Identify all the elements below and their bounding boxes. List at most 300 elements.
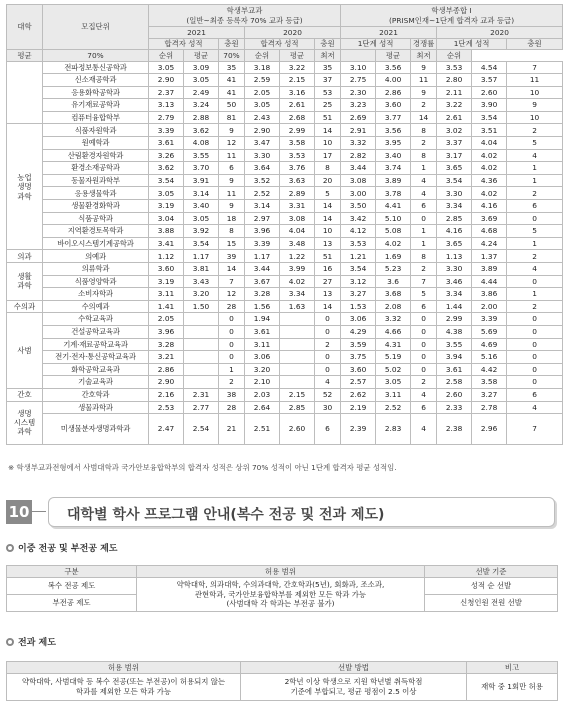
unit-name: 식품자원학과 (43, 124, 149, 137)
unit-name: 바이오시스템기계공학과 (43, 237, 149, 250)
value-cell: 3.44 (245, 263, 280, 276)
value-cell: 2 (507, 300, 563, 313)
value-cell: 14 (315, 300, 341, 313)
value-cell: 5.69 (472, 325, 507, 338)
header-pass-grade: 합격자 성적 (149, 38, 219, 50)
value-cell: 3.78 (376, 187, 411, 200)
college-name: 과학 (17, 281, 32, 291)
value-cell: 3.54 (184, 237, 219, 250)
value-cell (280, 313, 315, 326)
value-cell: 4.41 (376, 200, 411, 213)
table-row (7, 401, 563, 414)
value-cell: 4 (507, 263, 563, 276)
circle-bullet-icon (6, 638, 14, 646)
table-row (7, 313, 563, 326)
unit-name: 수의예과 (43, 300, 149, 313)
value-cell: 4 (507, 149, 563, 162)
value-cell: 4.36 (472, 174, 507, 187)
table-row (7, 86, 563, 99)
college-name: 생명 (17, 408, 32, 418)
value-cell: 4 (411, 388, 437, 401)
value-cell: 2 (411, 99, 437, 112)
value-cell: 3.91 (184, 174, 219, 187)
value-cell: 6 (411, 300, 437, 313)
value-cell: 5.16 (472, 351, 507, 364)
value-cell: 37 (315, 74, 341, 87)
value-cell: 2.75 (341, 74, 376, 87)
value-cell: 2 (411, 137, 437, 150)
value-cell (184, 351, 219, 364)
value-cell: 11 (507, 74, 563, 87)
header-stage1-grade: 1단계 성적 (437, 38, 507, 50)
double-major-heading (6, 541, 117, 554)
value-cell: 10 (507, 86, 563, 99)
value-cell: 3.27 (341, 288, 376, 301)
table-row (7, 124, 563, 137)
value-cell: 3.96 (149, 325, 184, 338)
table-row (7, 250, 563, 263)
value-cell: 7 (507, 61, 563, 74)
dm-header-kind: 구분 (7, 566, 137, 578)
value-cell: 1 (507, 288, 563, 301)
value-cell: 0 (411, 325, 437, 338)
value-cell: 9 (219, 174, 245, 187)
value-cell: 6 (219, 162, 245, 175)
value-cell: 2.00 (472, 300, 507, 313)
value-cell (184, 338, 219, 351)
header-comprehensive-group: 학생부종합 I (PRISM인재~1단계 합격자 교과 등급) (341, 5, 563, 27)
table-row (7, 137, 563, 150)
header-blank (341, 50, 376, 62)
value-cell: 3.48 (280, 237, 315, 250)
value-cell: 4.54 (472, 61, 507, 74)
value-cell: 4.31 (376, 338, 411, 351)
value-cell: 3.95 (376, 137, 411, 150)
value-cell: 13 (315, 288, 341, 301)
college-name: 생활 (17, 272, 32, 282)
table-row (7, 99, 563, 112)
value-cell: 3.14 (245, 200, 280, 213)
value-cell: 14 (411, 111, 437, 124)
value-cell: 4 (411, 414, 437, 445)
value-cell: 35 (219, 61, 245, 74)
value-cell: 8 (219, 225, 245, 238)
header-year: 2021 (149, 27, 245, 39)
value-cell: 0 (507, 275, 563, 288)
value-cell: 4.12 (341, 225, 376, 238)
value-cell: 3.55 (437, 338, 472, 351)
unit-name: 간호학과 (43, 388, 149, 401)
value-cell: 6 (507, 388, 563, 401)
unit-name: 식품공학과 (43, 212, 149, 225)
value-cell: 3.96 (245, 225, 280, 238)
value-cell: 14 (315, 124, 341, 137)
value-cell: 2.57 (341, 376, 376, 389)
value-cell: 3.06 (341, 313, 376, 326)
value-cell: 0 (507, 313, 563, 326)
value-cell: 4 (411, 174, 437, 187)
value-cell: 2.39 (341, 414, 376, 445)
value-cell: 3.37 (437, 137, 472, 150)
value-cell: 4.16 (472, 200, 507, 213)
value-cell: 3.23 (341, 99, 376, 112)
value-cell (184, 376, 219, 389)
value-cell: 3.60 (149, 263, 184, 276)
value-cell: 2.64 (245, 401, 280, 414)
value-cell: 3.64 (245, 162, 280, 175)
college-name: 수의과 (13, 301, 36, 311)
value-cell: 2.85 (437, 212, 472, 225)
value-cell: 3.10 (341, 61, 376, 74)
value-cell: 1 (507, 174, 563, 187)
header-rank: 충원 (219, 38, 245, 50)
college-cell (7, 401, 43, 445)
header-rank: 충원 (315, 38, 341, 50)
value-cell: 1.22 (280, 250, 315, 263)
college-name: 과학 (17, 427, 32, 437)
value-cell: 4.29 (341, 325, 376, 338)
value-cell: 2.78 (472, 401, 507, 414)
value-cell: 3.41 (149, 237, 184, 250)
value-cell (280, 351, 315, 364)
dm-criteria-double: 성적 순 선발 (425, 578, 558, 595)
value-cell: 3.11 (376, 388, 411, 401)
value-cell (280, 363, 315, 376)
value-cell: 4 (411, 187, 437, 200)
value-cell: 3.19 (149, 275, 184, 288)
table-row (7, 149, 563, 162)
value-cell (184, 363, 219, 376)
value-cell: 5.02 (376, 363, 411, 376)
unit-name: 생물환경화학과 (43, 200, 149, 213)
unit-name: 신소재공학과 (43, 74, 149, 87)
table-row (7, 162, 563, 175)
value-cell: 2.30 (341, 86, 376, 99)
value-cell: 0 (411, 351, 437, 364)
value-cell (280, 325, 315, 338)
value-cell: 3.53 (341, 237, 376, 250)
value-cell: 2.43 (245, 111, 280, 124)
value-cell: 0 (507, 212, 563, 225)
value-cell: 0 (411, 363, 437, 376)
value-cell: 3.54 (341, 263, 376, 276)
banner-box (48, 497, 555, 527)
table-row (7, 300, 563, 313)
unit-name: 미생물분자생명과학과 (43, 414, 149, 445)
value-cell (184, 313, 219, 326)
value-cell: 2.99 (280, 124, 315, 137)
table-row (7, 388, 563, 401)
value-cell: 35 (315, 61, 341, 74)
value-cell: 3.32 (341, 137, 376, 150)
value-cell: 20 (315, 174, 341, 187)
value-cell: 3.13 (149, 99, 184, 112)
value-cell: 3.08 (341, 174, 376, 187)
value-cell: 6 (507, 200, 563, 213)
value-cell: 14 (315, 200, 341, 213)
value-cell: 8 (411, 124, 437, 137)
admission-results-table (6, 4, 563, 445)
value-cell: 2.62 (341, 388, 376, 401)
value-cell: 2.53 (149, 401, 184, 414)
value-cell: 14 (315, 212, 341, 225)
value-cell: 3.11 (245, 338, 280, 351)
value-cell: 3.20 (184, 288, 219, 301)
value-cell: 9 (411, 61, 437, 74)
value-cell: 4.66 (376, 325, 411, 338)
value-cell: 0 (219, 313, 245, 326)
value-cell: 3.61 (437, 363, 472, 376)
unit-name: 응용생물학과 (43, 187, 149, 200)
value-cell: 3.02 (437, 124, 472, 137)
value-cell: 3.75 (341, 351, 376, 364)
section-number: 10 (6, 500, 32, 524)
college-name: 과학 (17, 191, 32, 201)
value-cell: 1.63 (280, 300, 315, 313)
dm-kind-double: 복수 전공 제도 (7, 578, 137, 595)
value-cell: 3.62 (149, 162, 184, 175)
value-cell: 3.63 (280, 174, 315, 187)
value-cell: 3.28 (245, 288, 280, 301)
value-cell: 3.05 (376, 376, 411, 389)
value-cell: 1.56 (245, 300, 280, 313)
value-cell: 2.89 (280, 187, 315, 200)
value-cell: 2 (315, 338, 341, 351)
table-row (7, 212, 563, 225)
header-subject-group: 학생부교과 (일반~최종 등록자 70% 교과 등급) (149, 5, 341, 27)
value-cell: 13 (315, 237, 341, 250)
college-name: 간호 (17, 390, 32, 400)
value-cell: 3.31 (280, 200, 315, 213)
value-cell: 5.10 (376, 212, 411, 225)
value-cell: 3.69 (472, 212, 507, 225)
value-cell: 3.54 (149, 174, 184, 187)
value-cell: 0 (411, 212, 437, 225)
value-cell: 4.16 (437, 225, 472, 238)
table-row (7, 237, 563, 250)
value-cell: 52 (315, 388, 341, 401)
value-cell: 2.99 (437, 313, 472, 326)
header-max: 최저 (315, 50, 341, 62)
value-cell: 9 (219, 200, 245, 213)
value-cell: 3.27 (472, 388, 507, 401)
unit-name: 동물자원과학부 (43, 174, 149, 187)
unit-name: 생물과학과 (43, 401, 149, 414)
tr-range: 약학대학, 사범대학 등 복수 전공(또는 부전공)이 허용되지 않는 학과를 제외한 모든 학과 가능 (7, 674, 241, 701)
college-cell (7, 124, 43, 250)
value-cell: 2.86 (149, 363, 184, 376)
value-cell: 28 (219, 300, 245, 313)
table-row (7, 225, 563, 238)
value-cell: 5 (507, 137, 563, 150)
unit-name: 기계·재료공학교육과 (43, 338, 149, 351)
value-cell: 5 (411, 288, 437, 301)
value-cell: 4.44 (472, 275, 507, 288)
value-cell: 3.53 (437, 61, 472, 74)
value-cell (184, 325, 219, 338)
value-cell: 2.96 (472, 414, 507, 445)
value-cell: 9 (411, 86, 437, 99)
header-year: 2020 (245, 27, 341, 39)
value-cell: 3.22 (280, 61, 315, 74)
value-cell: 3.58 (472, 376, 507, 389)
value-cell: 11 (411, 74, 437, 87)
unit-name: 기술교육과 (43, 376, 149, 389)
table-row (7, 263, 563, 276)
value-cell: 2 (219, 376, 245, 389)
value-cell: 3.51 (472, 124, 507, 137)
value-cell: 2.90 (149, 74, 184, 87)
value-cell: 3.53 (280, 149, 315, 162)
value-cell: 3.05 (245, 99, 280, 112)
dm-range: 약학대학, 의과대학, 수의과대학, 간호학과(5년), 회화과, 조소과, 관현학과, 국가안보융합학부를 제외한 모든 학과 가능 (사범대학 각 학과는 부전공 불가) (137, 578, 425, 612)
value-cell: 2.60 (437, 388, 472, 401)
value-cell: 3.47 (245, 137, 280, 150)
college-name: 농업 (17, 173, 32, 183)
value-cell: 16 (315, 263, 341, 276)
table-row (7, 363, 563, 376)
value-cell: 3.54 (472, 111, 507, 124)
value-cell: 8 (315, 162, 341, 175)
value-cell: 3.05 (184, 74, 219, 87)
value-cell: 2.10 (245, 376, 280, 389)
header-rank: 충원 (507, 38, 563, 50)
value-cell: 3.20 (245, 363, 280, 376)
value-cell: 5 (315, 187, 341, 200)
value-cell: 27 (315, 275, 341, 288)
value-cell: 2.86 (376, 86, 411, 99)
value-cell: 3.39 (472, 313, 507, 326)
value-cell: 2.33 (437, 401, 472, 414)
double-major-table (6, 565, 558, 612)
value-cell: 2.03 (245, 388, 280, 401)
value-cell: 2.59 (245, 74, 280, 87)
value-cell: 3.90 (472, 99, 507, 112)
value-cell: 3.21 (149, 351, 184, 364)
header-avg: 평균 (7, 50, 43, 62)
value-cell: 1.17 (245, 250, 280, 263)
value-cell: 2.16 (149, 388, 184, 401)
value-cell: 0 (315, 325, 341, 338)
table-row (7, 187, 563, 200)
value-cell: 3.08 (280, 212, 315, 225)
section-title: 대학별 학사 프로그램 안내(복수 전공 및 전과 제도) (67, 507, 385, 523)
value-cell: 17 (315, 149, 341, 162)
unit-name: 의예과 (43, 250, 149, 263)
value-cell: 2.82 (341, 149, 376, 162)
unit-name: 전기·전자·통신공학교육과 (43, 351, 149, 364)
value-cell: 2 (411, 376, 437, 389)
value-cell: 3.19 (149, 200, 184, 213)
value-cell: 3.30 (437, 263, 472, 276)
value-cell: 7 (507, 414, 563, 445)
value-cell: 2.54 (184, 414, 219, 445)
value-cell: 2.60 (472, 86, 507, 99)
value-cell: 3.57 (472, 74, 507, 87)
value-cell: 0 (315, 363, 341, 376)
table-row (7, 61, 563, 74)
value-cell: 1.41 (149, 300, 184, 313)
value-cell: 28 (219, 401, 245, 414)
value-cell: 3.60 (376, 99, 411, 112)
value-cell: 3.17 (437, 149, 472, 162)
value-cell: 3.89 (472, 263, 507, 276)
value-cell: 0 (219, 351, 245, 364)
value-cell: 1.94 (245, 313, 280, 326)
value-cell: 51 (315, 250, 341, 263)
value-cell: 2.37 (149, 86, 184, 99)
value-cell: 4.00 (376, 74, 411, 87)
transfer-title: 전과 제도 (18, 638, 56, 648)
value-cell: 10 (507, 111, 563, 124)
value-cell: 3.32 (376, 313, 411, 326)
value-cell: 3.34 (280, 288, 315, 301)
value-cell: 3.43 (184, 275, 219, 288)
value-cell: 2.68 (280, 111, 315, 124)
college-name: 시스템 (13, 418, 36, 428)
value-cell: 3.24 (184, 99, 219, 112)
value-cell: 4.24 (472, 237, 507, 250)
value-cell: 0 (507, 325, 563, 338)
value-cell: 3.50 (341, 200, 376, 213)
header-70pct: 70% (219, 50, 245, 62)
value-cell: 1.21 (341, 250, 376, 263)
tr-header-range: 허용 범위 (7, 662, 241, 674)
value-cell: 12 (219, 288, 245, 301)
value-cell: 0 (507, 338, 563, 351)
value-cell: 3.05 (184, 212, 219, 225)
value-cell: 4 (507, 401, 563, 414)
unit-name: 건설공학교육과 (43, 325, 149, 338)
header-rate: 경쟁률 (411, 38, 437, 50)
value-cell: 3.00 (341, 187, 376, 200)
header-pass-grade: 합격자 성적 (245, 38, 315, 50)
value-cell: 9 (219, 124, 245, 137)
header-avg: 평균 (184, 50, 219, 62)
banner-connector (32, 511, 46, 512)
table-row (7, 376, 563, 389)
value-cell: 3.05 (149, 61, 184, 74)
value-cell: 2 (507, 250, 563, 263)
value-cell: 0 (507, 351, 563, 364)
value-cell: 6 (411, 401, 437, 414)
value-cell: 2.52 (376, 401, 411, 414)
value-cell: 3.44 (341, 162, 376, 175)
value-cell: 3.04 (149, 212, 184, 225)
footnote: ※ 학생부교과전형에서 사범대학과 국가안보융합학부의 합격자 성적은 상위 70% 성적이 아닌 1단계 합격자 평균 성적임. (8, 463, 397, 472)
table-row (7, 338, 563, 351)
value-cell: 1 (219, 363, 245, 376)
value-cell: 18 (219, 212, 245, 225)
value-cell: 3.34 (437, 288, 472, 301)
value-cell: 1 (411, 225, 437, 238)
value-cell: 2 (507, 124, 563, 137)
value-cell: 0 (507, 363, 563, 376)
value-cell: 3.09 (184, 61, 219, 74)
unit-name: 지역환경토목학과 (43, 225, 149, 238)
value-cell: 2.83 (376, 414, 411, 445)
value-cell: 1 (507, 162, 563, 175)
unit-name: 응용화학공학과 (43, 86, 149, 99)
value-cell: 8 (411, 250, 437, 263)
value-cell: 10 (315, 225, 341, 238)
tr-method: 2학년 이상 학생으로 지원 학년별 취득학점 기준에 부합되고, 평균 평점이 2.5 이상 (241, 674, 467, 701)
value-cell: 8 (411, 149, 437, 162)
value-cell: 3.74 (376, 162, 411, 175)
value-cell: 3.06 (245, 351, 280, 364)
header-college: 대학 (7, 5, 43, 50)
dm-header-range: 허용 범위 (137, 566, 425, 578)
